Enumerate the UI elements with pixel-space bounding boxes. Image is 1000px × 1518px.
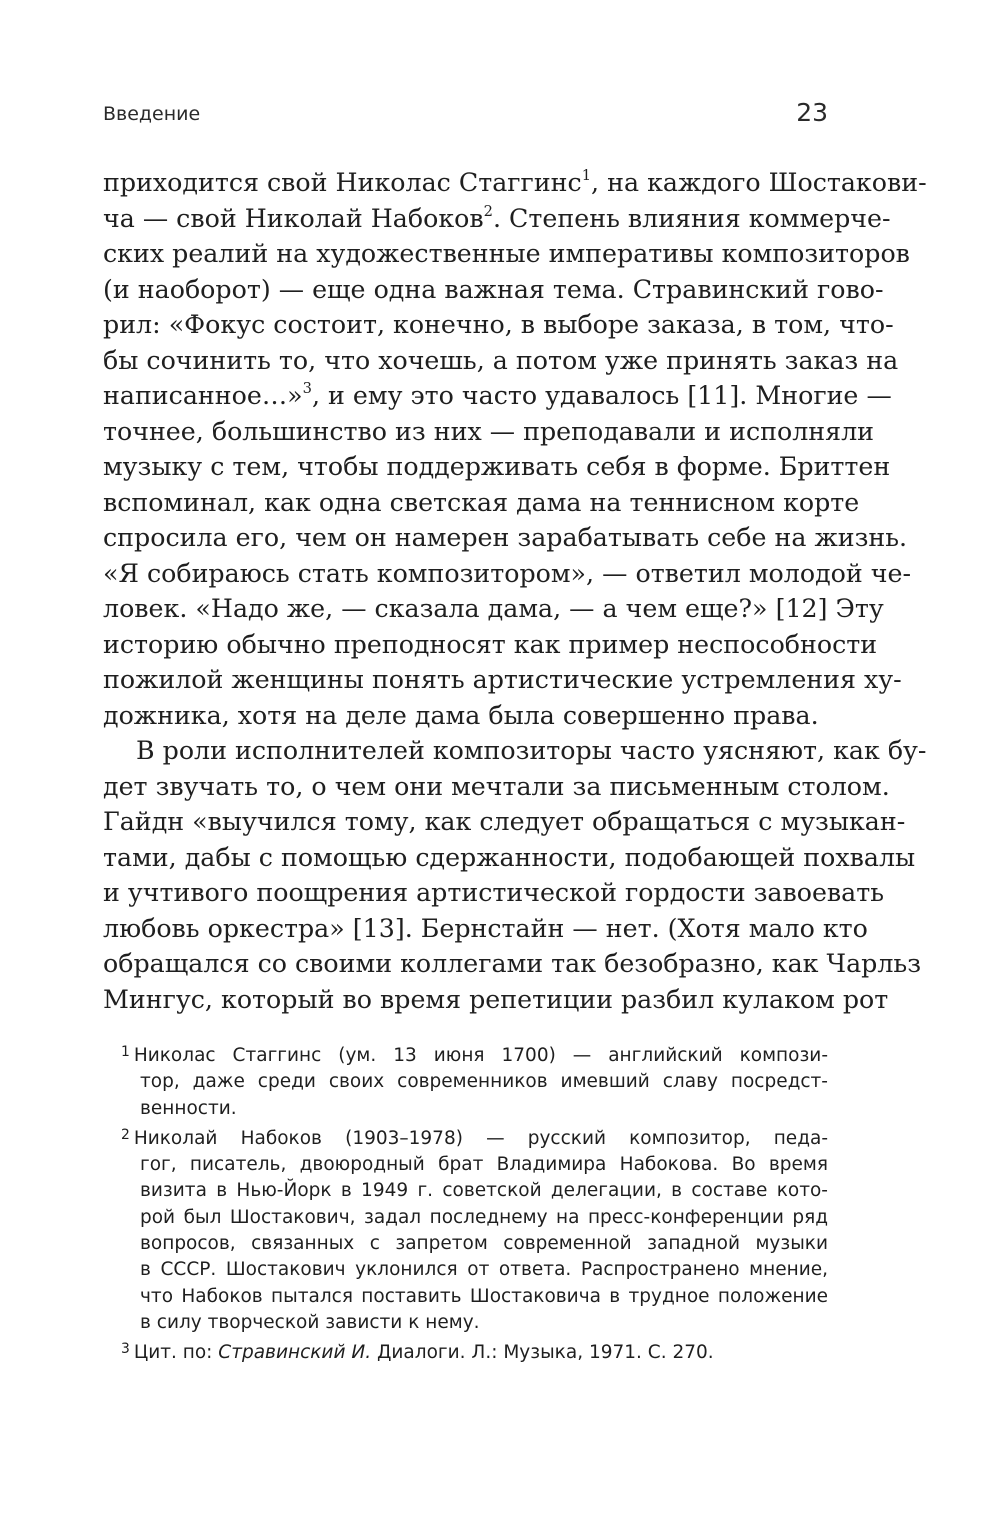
- text-line: бы сочинить то, что хочешь, а потом уже принять заказ на: [103, 345, 899, 375]
- footnote-line: $^2$ Николай Набоков (1903–1978) — русский композитор, педа-: [121, 1127, 828, 1149]
- footnote-line: в силу творческой зависти к нему.: [140, 1311, 480, 1333]
- text-line: ских реалий на художественные императивы композиторов: [103, 239, 910, 268]
- footnote-line: рой был Шостакович, задал последнему на пресс-конференции ряд: [140, 1206, 828, 1228]
- footnote-line: что Набоков пытался поставить Шостаковича в трудное положение: [140, 1285, 828, 1307]
- text-line: приходится свой Николас Стаггинс$^1$, на каждого Шостакови-: [103, 167, 927, 197]
- text-line: спросила его, чем он намерен зарабатывать себе на жизнь.: [103, 523, 908, 552]
- text-line: дожника, хотя на деле дама была совершенно права.: [103, 700, 819, 730]
- text-line: Мингус, который во время репетиции разбил кулаком рот: [103, 984, 889, 1014]
- text-line: пожилой женщины понять артистические устремления ху-: [103, 665, 902, 694]
- footnote-line: $^1$ Николас Стаггинс (ум. 13 июня 1700) — английский компози-: [121, 1044, 828, 1066]
- text-line: историю обычно преподносят как пример неспособности: [103, 629, 878, 659]
- footnote-mark: 2: [121, 1127, 130, 1144]
- footnote-ref: 3: [302, 380, 312, 397]
- footnote-line: венности.: [140, 1097, 237, 1119]
- text-line: дет звучать то, о чем они мечтали за письменным столом.: [103, 771, 890, 801]
- page-number: 23: [796, 98, 828, 127]
- text-line: точнее, большинство из них — преподавали и исполняли: [103, 416, 875, 446]
- text-line: ча — свой Николай Набоков$^2$. Степень влияния коммерче-: [103, 202, 891, 233]
- citation-author: Стравинский И.: [218, 1342, 372, 1364]
- footnote-line: вопросов, связанных с запретом современной западной музыки: [140, 1233, 828, 1255]
- footnote-line: тор, даже среди своих современников имевший славу посредст-: [140, 1071, 828, 1093]
- footnotes: [121, 1043, 828, 1367]
- footnote-mark: 3: [121, 1341, 130, 1358]
- footnote-line: $^3$ Цит. по: Стравинский И. Диалоги. Л.: Музыка, 1971. С. 270.: [121, 1341, 714, 1364]
- text-line: и учтивого поощрения артистической гордости завоевать: [103, 878, 885, 907]
- text-line: (и наоборот) — еще одна важная тема. Стравинский гово-: [103, 274, 884, 304]
- text-line: написанное…»$^3$, и ему это часто удавалось [11]. Многие —: [103, 380, 892, 410]
- text-line: «Я собираюсь стать композитором», — ответил молодой че-: [103, 558, 912, 588]
- footnote-line: гог, писатель, двоюродный брат Владимира Набокова. Во время: [140, 1154, 828, 1176]
- text-line: музыку с тем, чтобы поддерживать себя в форме. Бриттен: [103, 452, 891, 481]
- main-text: [103, 165, 927, 1017]
- footnote-ref: 2: [483, 202, 493, 220]
- footnote-ref: 1: [581, 167, 592, 184]
- running-header-title: Введение: [103, 103, 201, 125]
- text-line: ловек. «Надо же, — сказала дама, — а чем еще?» [12] Эту: [103, 594, 884, 623]
- text-line: тами, дабы с помощью сдержанности, подобающей похвалы: [103, 842, 916, 872]
- footnote-mark: 1: [121, 1044, 130, 1061]
- text-line: вспоминал, как одна светская дама на теннисном корте: [103, 487, 860, 517]
- text-line: любовь оркестра» [13]. Бернстайн — нет. (Хотя мало кто: [103, 913, 868, 943]
- text-line: Гайдн «выучился тому, как следует обращаться с музыкан-: [103, 807, 906, 836]
- footnote-line: визита в Нью-Йорк в 1949 г. советской делегации, в составе кото-: [140, 1180, 828, 1202]
- text-line: рил: «Фокус состоит, конечно, в выборе заказа, в том, что-: [103, 310, 894, 339]
- footnote-line: в СССР. Шостакович уклонился от ответа. Распространено мнение,: [140, 1259, 828, 1281]
- text-line: обращался со своими коллегами так безобразно, как Чарльз: [103, 949, 921, 978]
- text-line: В роли исполнителей композиторы часто уясняют, как бу-: [136, 736, 927, 765]
